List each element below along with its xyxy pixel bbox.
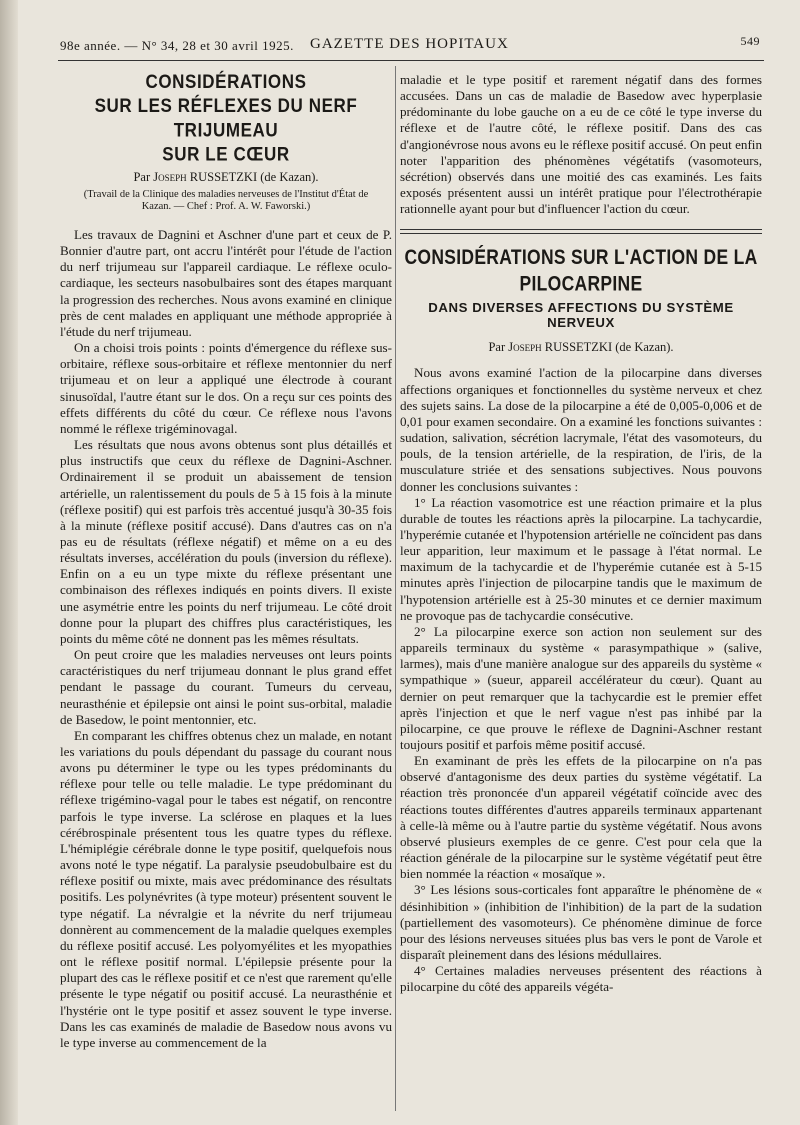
header-rule <box>58 60 764 61</box>
page-number: 549 <box>740 34 760 48</box>
article2-paragraph: En examinant de près les effets de la pilocarpine on n'a pas observé d'antagonisme des deux parties du système végétatif. La réaction très prononcée d'un appareil végétatif coïncide avec des réactions toutes différentes d'autres appareils terminaux appartenant à celle-là même ou à l'autre partie du système végétatif. Nous avons observé plusieurs exemples de ce genre. C'est pour cela que la réaction générale de la pilocarpine sur le système végétatif peut être bien nommée la réaction « mosaïque ». <box>400 753 762 882</box>
article2-paragraph: 4° Certaines maladies nerveuses présentent des réactions à pilocarpine du côté des appareils végéta- <box>400 963 762 995</box>
article1-byline <box>60 170 392 185</box>
article2-paragraph: Nous avons examiné l'action de la pilocarpine dans diverses affections organiques et fonctionnelles du système nerveux et chez des sujets sains. La dose de la pilocarpine a été de 0,005-0,006 et de 0,01 pour examen secondaire. On a examiné les fonctions suivantes : sudation, salivation, sécrétion lacrymale, l'état des vasomoteurs, du pouls, de la tension artérielle, de la respiration, de l'iris, de la musculature striée et des sensations subjectives. Nous pouvons donner les conclusions suivantes : <box>400 365 762 494</box>
article2-paragraph: 2° La pilocarpine exerce son action non seulement sur des appareils terminaux du système « parasympathique » (salive, larmes), mais d'une manière analogue sur des appareils du système « sympathique » (sueur, appareil accélérateur du cœur). Quant au dernier on peut remarquer que la tachycardie est le premier effet après l'injection et que le nerf vague n'est pas inhibé par la pilocarpine, ce que prouve le réflexe de Dagnini-Aschner restant toujours positif et parfois même positif accusé. <box>400 623 762 752</box>
right-column <box>400 72 762 996</box>
article1-affiliation: (Travail de la Clinique des maladies nerveuses de l'Institut d'État de Kazan. — Chef : Prof. A. W. Faworski.) <box>83 189 369 212</box>
article2-paragraph: 1° La réaction vasomotrice est une réaction primaire et la plus durable de toutes les réactions après la pilocarpine. La tachycardie, l'hyperémie cutanée et l'hypotension artérielle ne coïncident pas dans leur apparition, leur maximum et le passage à l'état normal. Le maximum de la tachycardie et de l'hyperémie cutanée est à 5-15 minutes après l'injection de pilocarpine tandis que le maximum de l'hypotension artérielle est à 25-30 minutes et ce dernier maximum ne provoque pas de tachycardie consécutive. <box>400 494 762 623</box>
article1-paragraph: Les travaux de Dagnini et Aschner d'une part et ceux de P. Bonnier d'autre part, ont accru l'intérêt pour l'étude de l'action du nerf trijumeau sur l'appareil cardiaque. Le réflexe oculo-cardiaque, les secteurs nasobulbaires sont des étapes marquant la progression des recherches. Nous avons examiné en clinique près de cent malades en appliquant une méthode appropriée à l'étude du nerf trijumeau. <box>60 227 392 339</box>
article2-paragraph: 3° Les lésions sous-corticales font apparaître le phénomène de « désinhibition » (inhibition de l'inhibition) de la part de la sudation (partiellement des vasomoteurs). Ce phénomène diminue de force pour des lésions nerveuses situées plus bas vers le pont de Varole et disparaît pleinement dans des lésions médullaires. <box>400 882 762 963</box>
byline-prefix: Par <box>488 340 506 355</box>
article1-title-line: CONSIDÉRATIONS <box>145 70 307 93</box>
author-name: Joseph RUSSETZKI <box>153 170 258 184</box>
issue-info: 98e année. — N° 34, 28 et 30 avril 1925. <box>60 38 294 53</box>
article1-paragraph: En comparant les chiffres obtenus chez un malade, en notant les variations du pouls dépendant du passage du courant nous avons pu déterminer le type ou les types prédominants du réflexe pour telle ou telle maladie. Le type prédominant du réflexe trigémino-vagal pour le tabes est négatif, on rencontre parfois le type inverse. La sclérose en plaques et la lues cérébrospinale présentent tous les quatre types du réflexe. L'hémiplégie cérébrale donne le type positif, quelquefois nous avons noté le type négatif. La paralysie pseudobulbaire est du réflexe positif ou mixte, mais avec prédominance des résultats positifs. Les polynévrites (à type moteur) présentent souvent le type négatif. La névralgie et la névrite du nerf trijumeau donnèrent au commencement de la maladie quelques exemples du réflexe positif accusé. Les polyomyélites et les myopathies ont le réflexe positif normal. L'épilepsie présente pour la plupart des cas le réflexe positif et ce n'est que rarement qu'elle présente le type négatif ou positif accusé. La neurasthénie et l'hystérie ont le type positif et assez souvent le type inverse. Dans les cas examinés de maladie de Basedow nous avons vu le type inverse au commencement de la <box>60 727 392 1050</box>
byline-prefix: Par <box>133 170 151 184</box>
article1-continuation: maladie et le type positif et rarement négatif dans des formes accusées. Dans un cas de maladie de Basedow avec hyperplasie prédominante du lobe gauche on a eu de ce côté le type inverse du réflexe et de l'autre côté, le réflexe positif. Dans des cas d'angionévrose nous avons eu le réflexe positif accusé. On peut enfin noter l'apparition des phénomènes végétatifs (vasomoteurs, sécrétion) observés dans une moitié des cas examinés. Les faits exposés présentent aussi un intérêt pratique pour l'électrothérapie rationnelle ayant pour but d'influencer l'action du cœur. <box>400 72 762 217</box>
running-head <box>60 34 760 56</box>
article-separator <box>400 229 762 230</box>
article1-title-line: SUR LES RÉFLEXES DU NERF TRIJUMEAU <box>94 95 358 141</box>
article1-title-line: SUR LE CŒUR <box>162 143 290 166</box>
author-place: (de Kazan). <box>260 170 319 184</box>
author-name: Joseph RUSSETZKI <box>508 340 613 355</box>
journal-title: GAZETTE DES HOPITAUX <box>310 36 509 52</box>
article2-byline <box>400 340 762 355</box>
left-column <box>60 72 392 1051</box>
page-spine-shadow <box>0 0 18 1125</box>
column-divider <box>395 66 396 1111</box>
article1-paragraph: On a choisi trois points : points d'émergence du réflexe sus-orbitaire, réflexe sous-orbitaire et réflexe mentonnier du nerf trijumeau et on leur a appliqué une électrode à courant sinusoïdal, l'autre étant sur le dos. On a reçu sur ces points des effets différents du côté du cœur. Ce réflexe nous l'avons nommé le réflexe trigéminovagal. <box>60 340 392 436</box>
article2-title: CONSIDÉRATIONS SUR L'ACTION DE LA PILOCARPINE <box>404 245 758 296</box>
author-place: (de Kazan). <box>615 340 674 355</box>
article-separator-thin <box>400 233 762 234</box>
article1-title <box>60 70 392 167</box>
article1-paragraph: On peut croire que les maladies nerveuses ont leurs points caractéristiques du nerf trijumeau donnant le plus grand effet pendant le passage du courant. Tumeurs du cerveau, neurasthénie et épilepsie ont ainsi le point sus-orbital, maladie de Basedow, le point mentonnier, etc. <box>60 647 392 727</box>
article1-paragraph: Les résultats que nous avons obtenus sont plus détaillés et plus instructifs que ceux du réflexe de Dagnini-Aschner. Ordinairement il se produit un abaissement de tension artérielle, un ralentissement du pouls de 5 à 15 fois à la minute (réflexe positif) qui est parfois très accentué jusqu'à 30-35 fois à la minute (réflexe positif accusé). Dans d'autres cas on n'a pas eu de résultats (réflexe négatif) et même on a eu des résultats inverses, accélération du pouls (inversion du réflexe). Enfin on a eu un type mixte du réflexe présentant une combinaison des réflexes indiqués en points divers. Il existe une asymétrie entre les points du nerf trijumeau. Le côté droit donne pour la plupart des chiffres plus caractéristiques, les points du même côté ne donnent pas les mêmes résultats. <box>60 437 392 646</box>
article2-subtitle: DANS DIVERSES AFFECTIONS DU SYSTÈME NERVEUX <box>428 300 734 331</box>
